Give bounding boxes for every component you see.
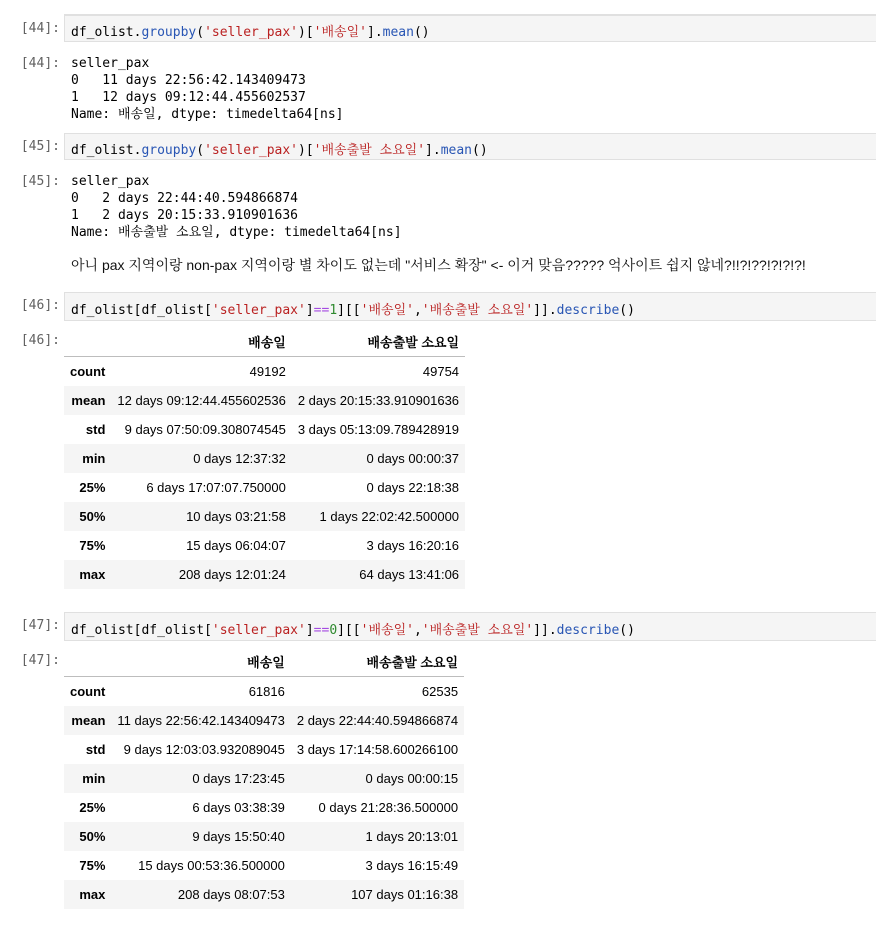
row-label: 25% xyxy=(79,800,106,815)
code-token: mean xyxy=(440,143,473,158)
input-prompt-47: [47]: xyxy=(20,618,60,633)
code-token: 'seller_pax' xyxy=(211,623,306,638)
output-line: seller_pax xyxy=(71,174,150,189)
row-label: 50% xyxy=(79,509,106,524)
input-prompt-46: [46]: xyxy=(20,298,60,313)
code-token: df_olist xyxy=(71,303,134,318)
table-cell: 208 days 08:07:53 xyxy=(177,887,285,902)
output-line: 0 2 days 22:44:40.594866874 xyxy=(71,191,298,206)
table-row xyxy=(64,444,465,473)
row-label: mean xyxy=(71,713,106,728)
row-label: mean xyxy=(71,393,106,408)
table-cell: 3 days 16:20:16 xyxy=(366,538,460,553)
table-row xyxy=(64,706,464,735)
input-prompt-45: [45]: xyxy=(20,139,60,154)
table-row xyxy=(64,764,464,793)
code-token: ][[ xyxy=(337,623,361,638)
row-label: 75% xyxy=(79,858,106,873)
table-cell: 6 days 17:07:07.750000 xyxy=(146,480,286,495)
code-cell-45[interactable] xyxy=(64,133,876,160)
output-line: seller_pax xyxy=(71,56,150,71)
row-label: std xyxy=(85,742,106,757)
column-header: 배송일 xyxy=(111,646,290,677)
column-header: 배송출발 소요일 xyxy=(291,646,464,677)
row-label: std xyxy=(85,422,106,437)
output-line: 0 11 days 22:56:42.143409473 xyxy=(71,73,306,88)
table-cell: 0 days 00:00:15 xyxy=(365,771,459,786)
table-cell: 3 days 17:14:58.600266100 xyxy=(296,742,459,757)
table-cell: 0 days 21:28:36.500000 xyxy=(318,800,459,815)
row-label: max xyxy=(79,887,106,902)
code-token: df_olist xyxy=(71,143,134,158)
code-token: == xyxy=(313,623,330,638)
output-line: Name: 배송출발 소요일, dtype: timedelta64[ns] xyxy=(71,225,402,240)
code-token: '배송일' xyxy=(360,303,414,318)
output-prompt-44: [44]: xyxy=(20,56,60,71)
code-token: 'seller_pax' xyxy=(204,143,298,158)
row-label: 50% xyxy=(79,829,106,844)
code-token: . xyxy=(374,25,383,40)
code-token: () xyxy=(619,623,635,638)
table-cell: 49754 xyxy=(422,364,460,379)
table-cell: 49192 xyxy=(249,364,286,379)
column-header: 배송출발 소요일 xyxy=(292,326,465,357)
output-prompt-46: [46]: xyxy=(20,333,60,348)
code-token: '배송일' xyxy=(313,25,367,40)
table-cell: 12 days 09:12:44.455602536 xyxy=(117,393,286,408)
code-token: ][[ xyxy=(337,303,361,318)
code-token: groupby xyxy=(141,143,197,158)
code-token: ) xyxy=(298,25,306,40)
code-token: '배송일' xyxy=(360,623,414,638)
code-token: ] xyxy=(305,623,314,638)
table-cell: 6 days 03:38:39 xyxy=(192,800,285,815)
column-header: 배송일 xyxy=(111,326,291,357)
table-cell: 64 days 13:41:06 xyxy=(359,567,460,582)
code-cell-44[interactable] xyxy=(64,15,876,42)
code-token: . xyxy=(548,303,557,318)
row-label: 75% xyxy=(79,538,106,553)
table-cell: 10 days 03:21:58 xyxy=(186,509,286,524)
table-cell: 15 days 06:04:07 xyxy=(186,538,286,553)
table-row xyxy=(64,357,465,387)
code-token: [ xyxy=(305,143,314,158)
table-cell: 1 days 22:02:42.500000 xyxy=(319,509,460,524)
output-prompt-47: [47]: xyxy=(20,653,60,668)
table-row xyxy=(64,851,464,880)
code-token: df_olist xyxy=(141,303,205,318)
row-label: count xyxy=(70,684,106,699)
table-cell: 107 days 01:16:38 xyxy=(351,887,459,902)
code-token: == xyxy=(313,303,330,318)
table-row xyxy=(64,677,464,707)
table-row xyxy=(64,822,464,851)
table-cell: 9 days 12:03:03.932089045 xyxy=(123,742,285,757)
code-token: . xyxy=(432,143,441,158)
table-cell: 9 days 15:50:40 xyxy=(192,829,285,844)
code-token: () xyxy=(413,25,430,40)
code-token: . xyxy=(133,143,142,158)
code-token: ] xyxy=(305,303,314,318)
code-token: ( xyxy=(196,143,205,158)
code-token: describe xyxy=(556,303,620,318)
code-token: groupby xyxy=(141,25,197,40)
code-token: ]] xyxy=(533,303,549,318)
code-token: ) xyxy=(298,143,306,158)
table-cell: 62535 xyxy=(421,684,459,699)
code-cell-46[interactable] xyxy=(64,292,876,321)
table-cell: 0 days 00:00:37 xyxy=(366,451,460,466)
index-header xyxy=(64,646,111,677)
row-label: count xyxy=(70,364,106,379)
describe-table-46 xyxy=(64,326,465,589)
code-token: [ xyxy=(133,303,142,318)
describe-table-47 xyxy=(64,646,464,909)
table-cell: 2 days 22:44:40.594866874 xyxy=(296,713,459,728)
code-token: ] xyxy=(366,25,375,40)
code-token: '배송출발 소요일' xyxy=(313,143,426,158)
table-row xyxy=(64,502,465,531)
input-prompt-44: [44]: xyxy=(20,21,60,36)
table-cell: 208 days 12:01:24 xyxy=(178,567,286,582)
code-token: () xyxy=(619,303,635,318)
code-token: [ xyxy=(204,303,212,318)
table-cell: 0 days 12:37:32 xyxy=(193,451,286,466)
code-token: '배송출발 소요일' xyxy=(421,303,534,318)
code-token: df_olist xyxy=(71,25,134,40)
table-row xyxy=(64,560,465,589)
output-text-44 xyxy=(71,55,343,123)
output-prompt-45: [45]: xyxy=(20,174,60,189)
code-token: df_olist xyxy=(71,623,134,638)
table-row xyxy=(64,531,465,560)
code-token: [ xyxy=(133,623,142,638)
table-cell: 0 days 22:18:38 xyxy=(366,480,460,495)
output-line: 1 2 days 20:15:33.910901636 xyxy=(71,208,298,223)
output-line: 1 12 days 09:12:44.455602537 xyxy=(71,90,306,105)
code-token: describe xyxy=(556,623,620,638)
code-token: ] xyxy=(425,143,433,158)
row-label: min xyxy=(82,771,106,786)
code-token: 'seller_pax' xyxy=(204,25,298,40)
code-token: ( xyxy=(196,25,205,40)
table-cell: 0 days 17:23:45 xyxy=(192,771,285,786)
code-token: ]] xyxy=(533,623,549,638)
table-row xyxy=(64,386,465,415)
code-token: , xyxy=(413,623,422,638)
table-row xyxy=(64,735,464,764)
code-token: [ xyxy=(204,623,212,638)
table-cell: 11 days 22:56:42.143409473 xyxy=(117,713,285,728)
code-token: () xyxy=(472,143,488,158)
table-cell: 9 days 07:50:09.308074545 xyxy=(124,422,286,437)
output-line: Name: 배송일, dtype: timedelta64[ns] xyxy=(71,107,344,122)
code-token: [ xyxy=(305,25,314,40)
table-cell: 15 days 00:53:36.500000 xyxy=(138,858,285,873)
code-token: 1 xyxy=(329,303,338,318)
row-label: 25% xyxy=(79,480,106,495)
code-token: 'seller_pax' xyxy=(211,303,306,318)
output-text-45 xyxy=(71,173,402,241)
code-token: df_olist xyxy=(141,623,205,638)
code-token: '배송출발 소요일' xyxy=(421,623,534,638)
table-cell: 61816 xyxy=(248,684,285,699)
previous-cell-output-clipped xyxy=(64,0,876,15)
table-row xyxy=(64,880,464,909)
markdown-cell: 아니 pax 지역이랑 non-pax 지역이랑 별 차이도 없는데 "서비스 확장" <- 이거 맞음????? 억사이트 쉽지 않네?!!?!??!?!?!?! xyxy=(71,257,806,273)
table-row xyxy=(64,415,465,444)
table-cell: 1 days 20:13:01 xyxy=(365,829,459,844)
index-header xyxy=(64,326,111,357)
table-cell: 2 days 20:15:33.910901636 xyxy=(297,393,460,408)
table-cell: 3 days 05:13:09.789428919 xyxy=(297,422,460,437)
code-token: 0 xyxy=(329,623,338,638)
row-label: min xyxy=(82,451,106,466)
table-row xyxy=(64,473,465,502)
table-cell: 3 days 16:15:49 xyxy=(365,858,459,873)
row-label: max xyxy=(79,567,106,582)
code-token: . xyxy=(548,623,557,638)
code-token: mean xyxy=(382,25,414,40)
code-cell-47[interactable] xyxy=(64,612,876,641)
code-token: , xyxy=(413,303,422,318)
code-token: . xyxy=(133,25,142,40)
table-row xyxy=(64,793,464,822)
